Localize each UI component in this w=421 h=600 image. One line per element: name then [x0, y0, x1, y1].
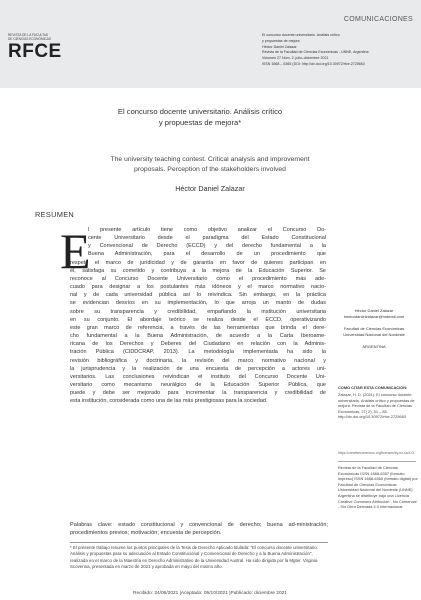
sidebar-author-email[interactable]: hectordanielzalazar@hotmail.com: [343, 314, 405, 319]
abstract-line: cuado para designar a los postulantes más idóneos y el marco normativo nacio-: [70, 284, 326, 291]
keywords: Palabras clave: estado constitucional y convencional de derecho; buena ad-ministración; procedimientos previos; motivación; encuesta de percepción.: [70, 522, 328, 537]
abstract-line: puede y debe ser mejorado para incrementar la transparencia y credibilidad de: [70, 390, 326, 397]
logo-subtitle-line: DE CIENCIAS ECONÓMICAS: [8, 37, 52, 41]
abstract-body: [70, 226, 326, 405]
meta-line: y propuestas de mejora: [262, 38, 300, 43]
abstract-line: ricana de los Derechos y Deberes del Ciudadano en relación con la Adminis-: [70, 341, 326, 348]
abstract-line: respete el marco de juridicidad y de garantía en favor de quienes participan en: [70, 259, 326, 266]
abstract-line: reconoce al Concurso Docente Universitario como el procedimiento más ade-: [70, 275, 326, 282]
abstract-line: nal y de cada universidad pública así lo reivindica. Sin embargo, en la práctica: [70, 292, 326, 299]
journal-logo: [8, 33, 86, 69]
logo-wordmark: RFCE: [8, 41, 62, 62]
sidebar-cite-text: Zalazar, H. D. (2021). El concurso docente universitario. Análisis crítico y propuestas de mejora. Revista de la Facultad de Ciencias Económicas, 27( 2), 51 – 85. http://dx.doi.org/10.30972/rfce.2725663: [338, 392, 415, 420]
abstract-line: cho fundamental a la Buena Administración, de acuerdo a la Carta Iberoame-: [70, 333, 326, 340]
author-name: Héctor Daniel Zalazar: [175, 184, 245, 193]
meta-line: Volumen 27 Núm. 2, julio–diciembre 2021: [262, 56, 329, 61]
abstract-line: versitario como mecanismo neurálgico de la Educación Superior Pública, que: [70, 381, 326, 388]
meta-line: El concurso docente universitario. Análisis crítico: [262, 33, 340, 37]
sidebar-affiliation-line: Universidad Nacional del Nordeste: [343, 332, 405, 337]
meta-line[interactable]: ISSN 1668 – 6365 (DOI: http://dx.doi.org/10.30972/rfce.2725663: [262, 61, 365, 66]
title-line: El concurso docente universitario. Análisis crítico: [117, 107, 283, 116]
abstract-line: versitarios. Las conclusiones reivindican el instituto del Concurso Docente Uni-: [70, 373, 326, 380]
meta-line: Revista de la Facultad de Ciencias Económicas - UNNE, Argentina: [262, 50, 369, 55]
abstract-line: l presente artículo tiene como objetivo analizar el Concurso Do-: [88, 227, 326, 233]
abstract-line: Buena Administración, para el desarrollo de un procedimiento que: [88, 251, 326, 258]
footnote: * El presente trabajo resume los puntos principales de la Tesis de Derecho Aplicado titulada: "El concurso docente universitario. Análisis y propuestas para su adecuación al Estado Constitucional y Convencional de Derecho y a la Buena Administración", realizada en el marco de la Maestría en Derecho Administrativo de la Universidad Austral. Ha sido dirigida por la Mgter. Virginia Scovenna, presentada en marzo de 2021 y aprobada en mayo del mismo año.: [70, 542, 328, 570]
license-text: Revista de la Facultad de Ciencias Económicas ISSN 1668-6357 (formato impreso) ISSN 1668-6365 (formato digital) por Facultad de Ciencias Económicas Universidad Nacional del Nordeste (UNNE) Argentina se distribuye bajo una Licencia Creative Commons Atribución - No Comercial - Sin Obra Derivada 4.0 Internacional.: [338, 465, 418, 510]
publication-dates: Recibido: 24/06/2021 |Aceptado: 05/10/2021 |Publicado: diciembre 2021: [133, 591, 287, 596]
header-article-meta: [262, 33, 412, 68]
abstract-line: este gran marco de referencia, a través de las herramientas que brinda el dere-: [70, 324, 326, 331]
license-url-link[interactable]: https://creativecommons.org/licenses/by-nc-sa/4.0/: [338, 451, 415, 455]
section-label: COMUNICACIONES: [343, 16, 413, 23]
abstract-line: y Convencional de Derecho (ECCD) y del derecho fundamental a la: [88, 243, 326, 250]
abstract-line: revisión bibliográfica y doctrinaria, la revisión del marco normativo nacional y: [70, 357, 326, 364]
abstract-line: la jurisprudencia y la realización de una encuesta de percepción a actores uni-: [70, 365, 326, 372]
abstract-line: sobre su transparencia y credibilidad, empañando la institución universitaria: [70, 308, 326, 315]
sidebar-country: ARGENTINA: [362, 344, 386, 349]
title-line: proposals. Perception of the stakeholders involved: [134, 166, 286, 173]
abstract-line: esta institución, considerada como una de las más prestigiosas para la sociedad.: [70, 398, 268, 405]
sidebar-cite-heading: COMO CITAR ESTA COMUNICACIÓN:: [338, 385, 408, 390]
abstract-line: se evidencian desvíos en su implementación, lo que arroja un manto de dudas: [70, 300, 326, 307]
article-title-english: [40, 155, 380, 175]
meta-line: Héctor Daniel Zalazar: [262, 44, 297, 49]
abstract-line: cente Universitario desde el paradigma del Estado Constitucional: [88, 235, 326, 242]
sidebar-author-name: Héctor Daniel Zalazar: [354, 308, 394, 313]
abstract-dropcap: E: [60, 223, 91, 279]
abstract-heading: RESUMEN: [35, 210, 75, 219]
sidebar-affiliation-line: Facultad de Ciencias Económicas: [343, 326, 405, 331]
abstract-line: él, satisfaga su cometido y contribuya a la mejora de la Educación Superior. Se: [70, 267, 326, 274]
sidebar-author-block: [335, 308, 413, 350]
abstract-line: tración Pública (CIDDCRAP, 2013). La metodología implementada ha sido la: [70, 349, 326, 356]
sidebar-divider: [338, 461, 416, 462]
title-line: y propuestas de mejora*: [158, 118, 242, 127]
abstract-line: en su conjunto. El abordaje teórico se realiza desde el ECCD, operativizando: [70, 316, 326, 323]
article-title-spanish: [80, 106, 320, 128]
logo-subtitle-line: REVISTA DE LA FACULTAD: [8, 33, 49, 37]
title-line: The university teaching contest. Critical analysis and improvement: [110, 156, 310, 163]
